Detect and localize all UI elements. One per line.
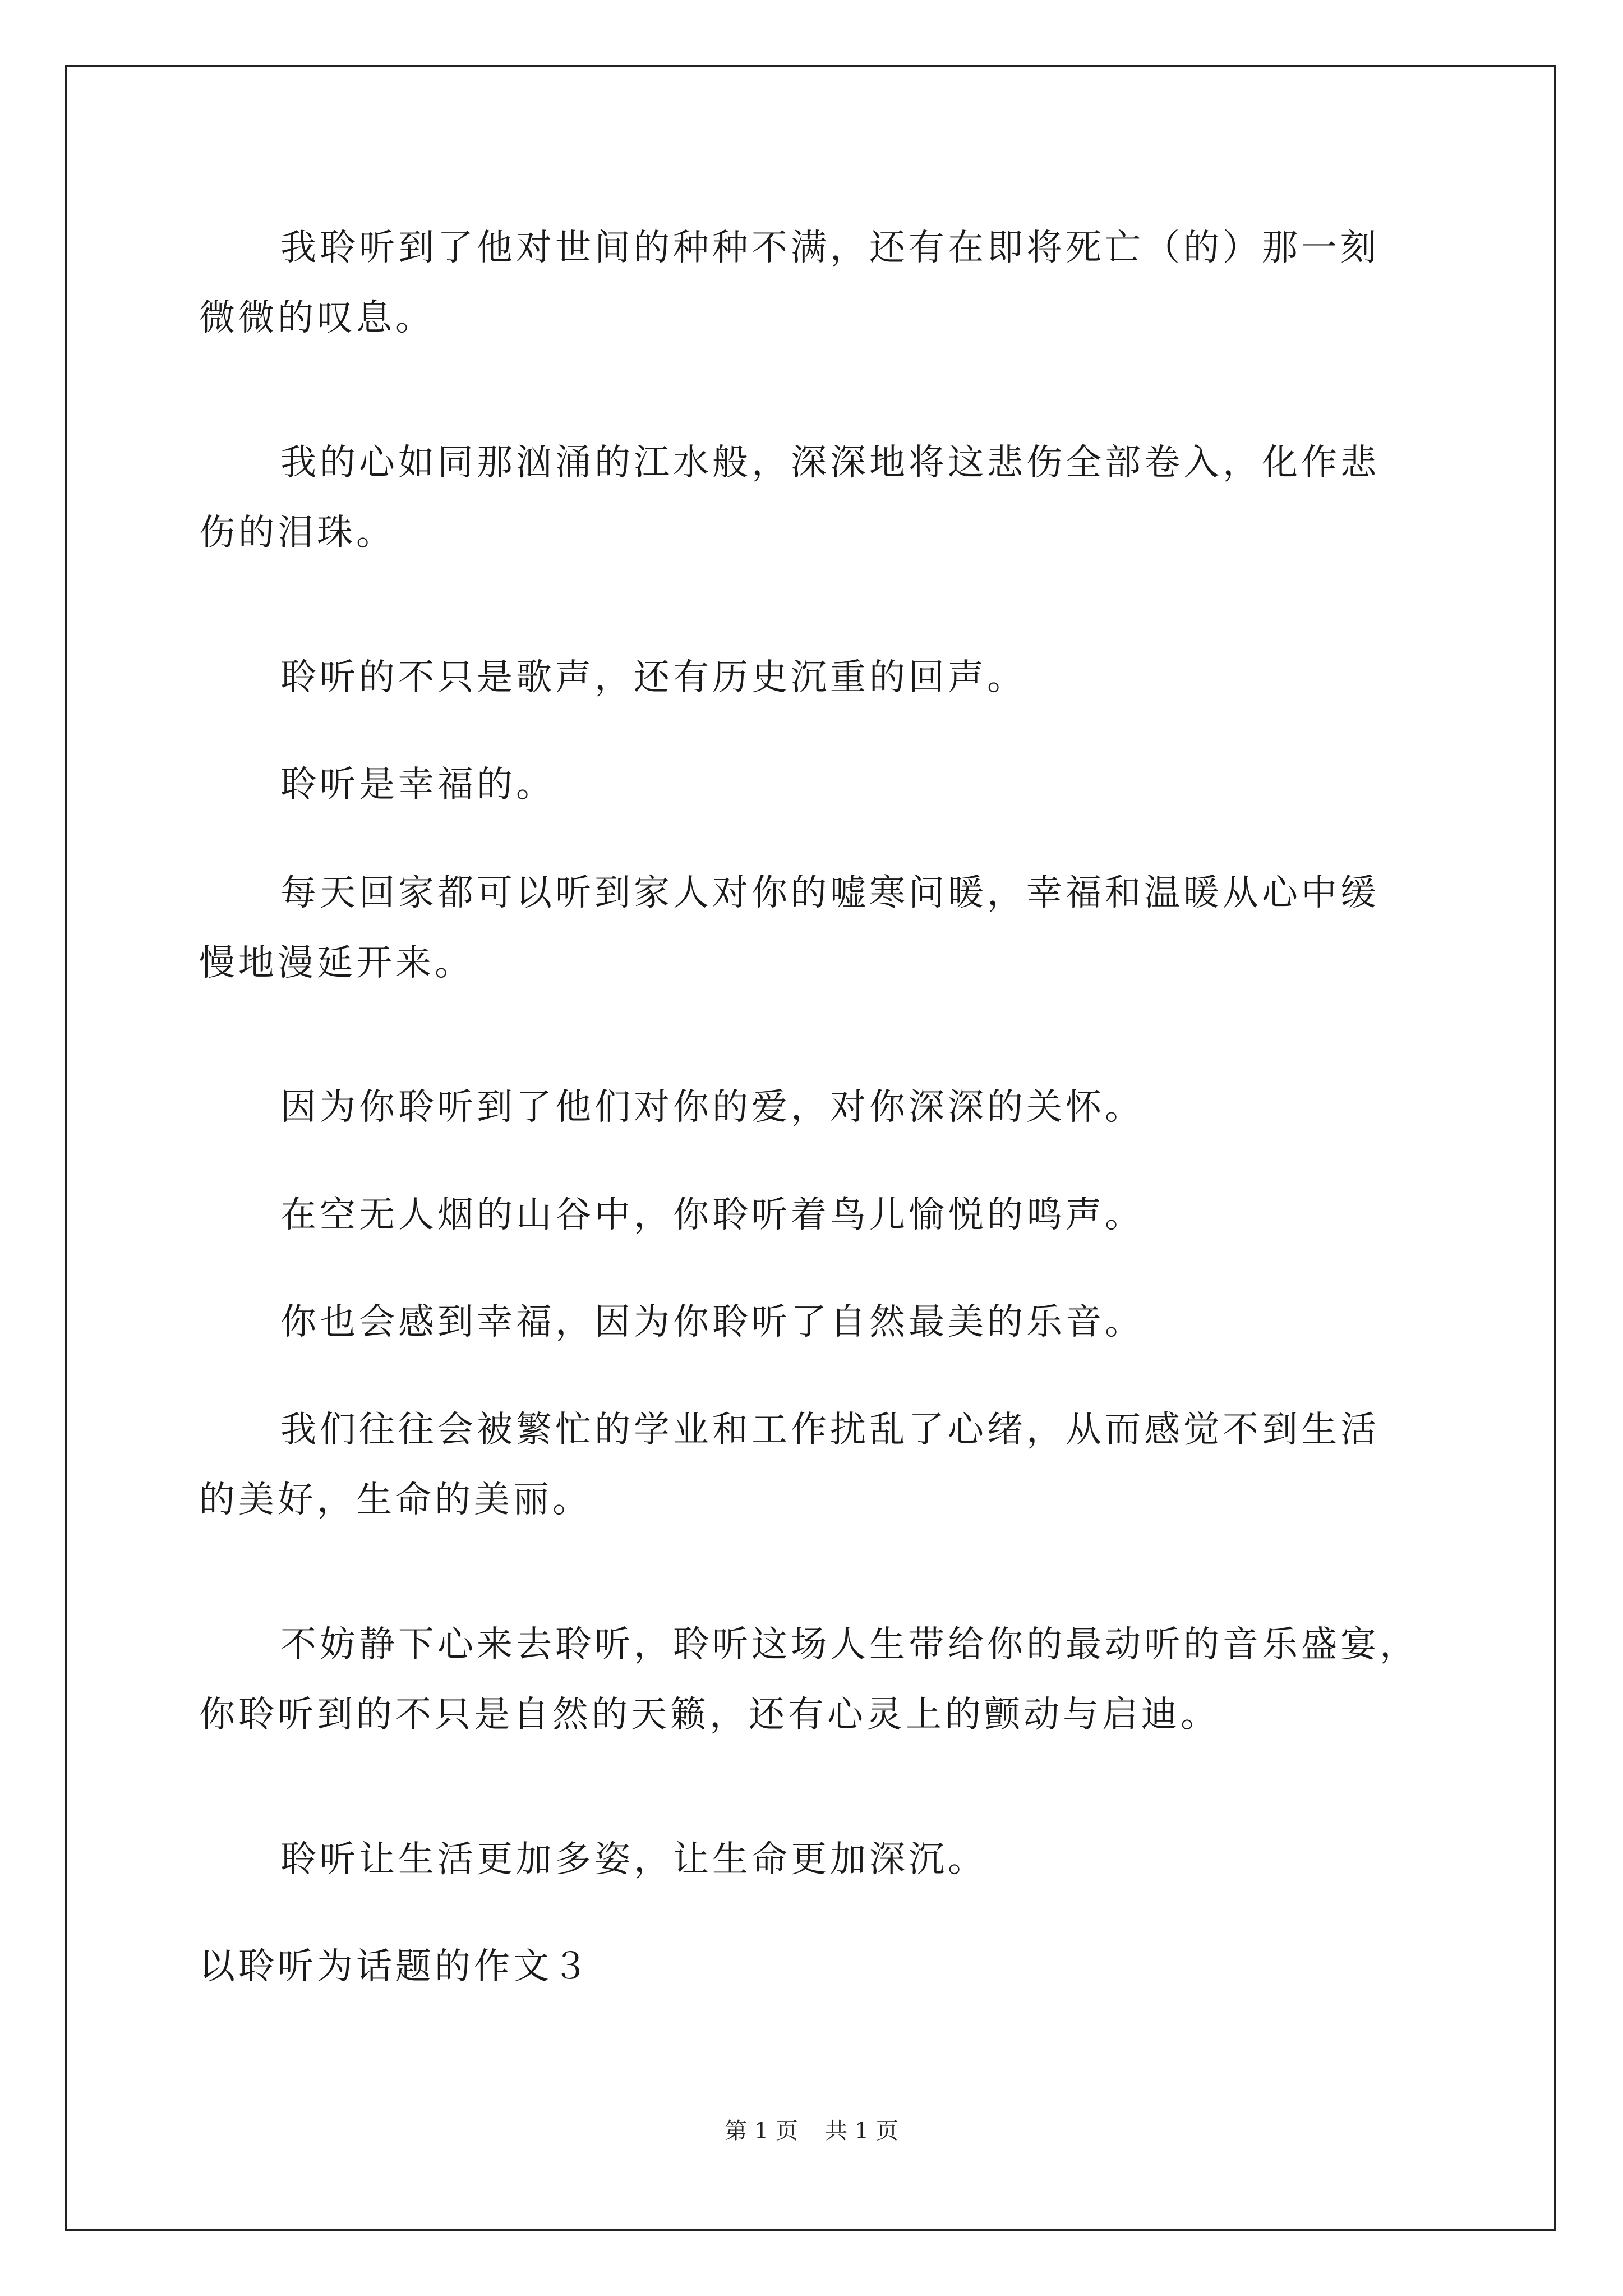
text-line: 的美好，生命的美丽。 bbox=[199, 1479, 592, 1521]
text-line: 因为你聆听到了他们对你的爱，对你深深的关怀。 bbox=[280, 1087, 1144, 1128]
text-line: 我的心如同那汹涌的江水般，深深地将这悲伤全部卷入，化作悲 bbox=[280, 442, 1380, 484]
page-border bbox=[65, 65, 1556, 2231]
page-number-total: 共 1 页 bbox=[825, 2118, 898, 2144]
section-heading: 以聆听为话题的作文３ bbox=[199, 1946, 592, 1987]
text-line: 在空无人烟的山谷中，你聆听着鸟儿愉悦的鸣声。 bbox=[280, 1194, 1144, 1236]
text-line: 每天回家都可以听到家人对你的嘘寒问暖，幸福和温暖从心中缓 bbox=[280, 872, 1380, 914]
page-footer bbox=[0, 2120, 1623, 2142]
text-line: 你也会感到幸福，因为你聆听了自然最美的乐音。 bbox=[280, 1301, 1144, 1343]
text-line: 我们往往会被繁忙的学业和工作扰乱了心绪，从而感觉不到生活 bbox=[280, 1409, 1380, 1451]
text-line: 慢地漫延开来。 bbox=[199, 942, 474, 984]
text-line: 聆听的不只是歌声，还有历史沉重的回声。 bbox=[280, 657, 1026, 698]
text-line: 你聆听到的不只是自然的天籁，还有心灵上的颤动与启迪。 bbox=[199, 1694, 1220, 1736]
text-line: 不妨静下心来去聆听，聆听这场人生带给你的最动听的音乐盛宴， bbox=[280, 1624, 1419, 1665]
text-line: 聆听是幸福的。 bbox=[280, 764, 555, 806]
text-line: 伤的泪珠。 bbox=[199, 512, 395, 554]
page-number-current: 第 1 页 bbox=[725, 2118, 798, 2144]
text-line: 聆听让生活更加多姿，让生命更加深沉。 bbox=[280, 1839, 987, 1880]
text-line: 微微的叹息。 bbox=[199, 297, 435, 339]
text-line: 我聆听到了他对世间的种种不满，还有在即将死亡（的）那一刻 bbox=[280, 227, 1380, 269]
